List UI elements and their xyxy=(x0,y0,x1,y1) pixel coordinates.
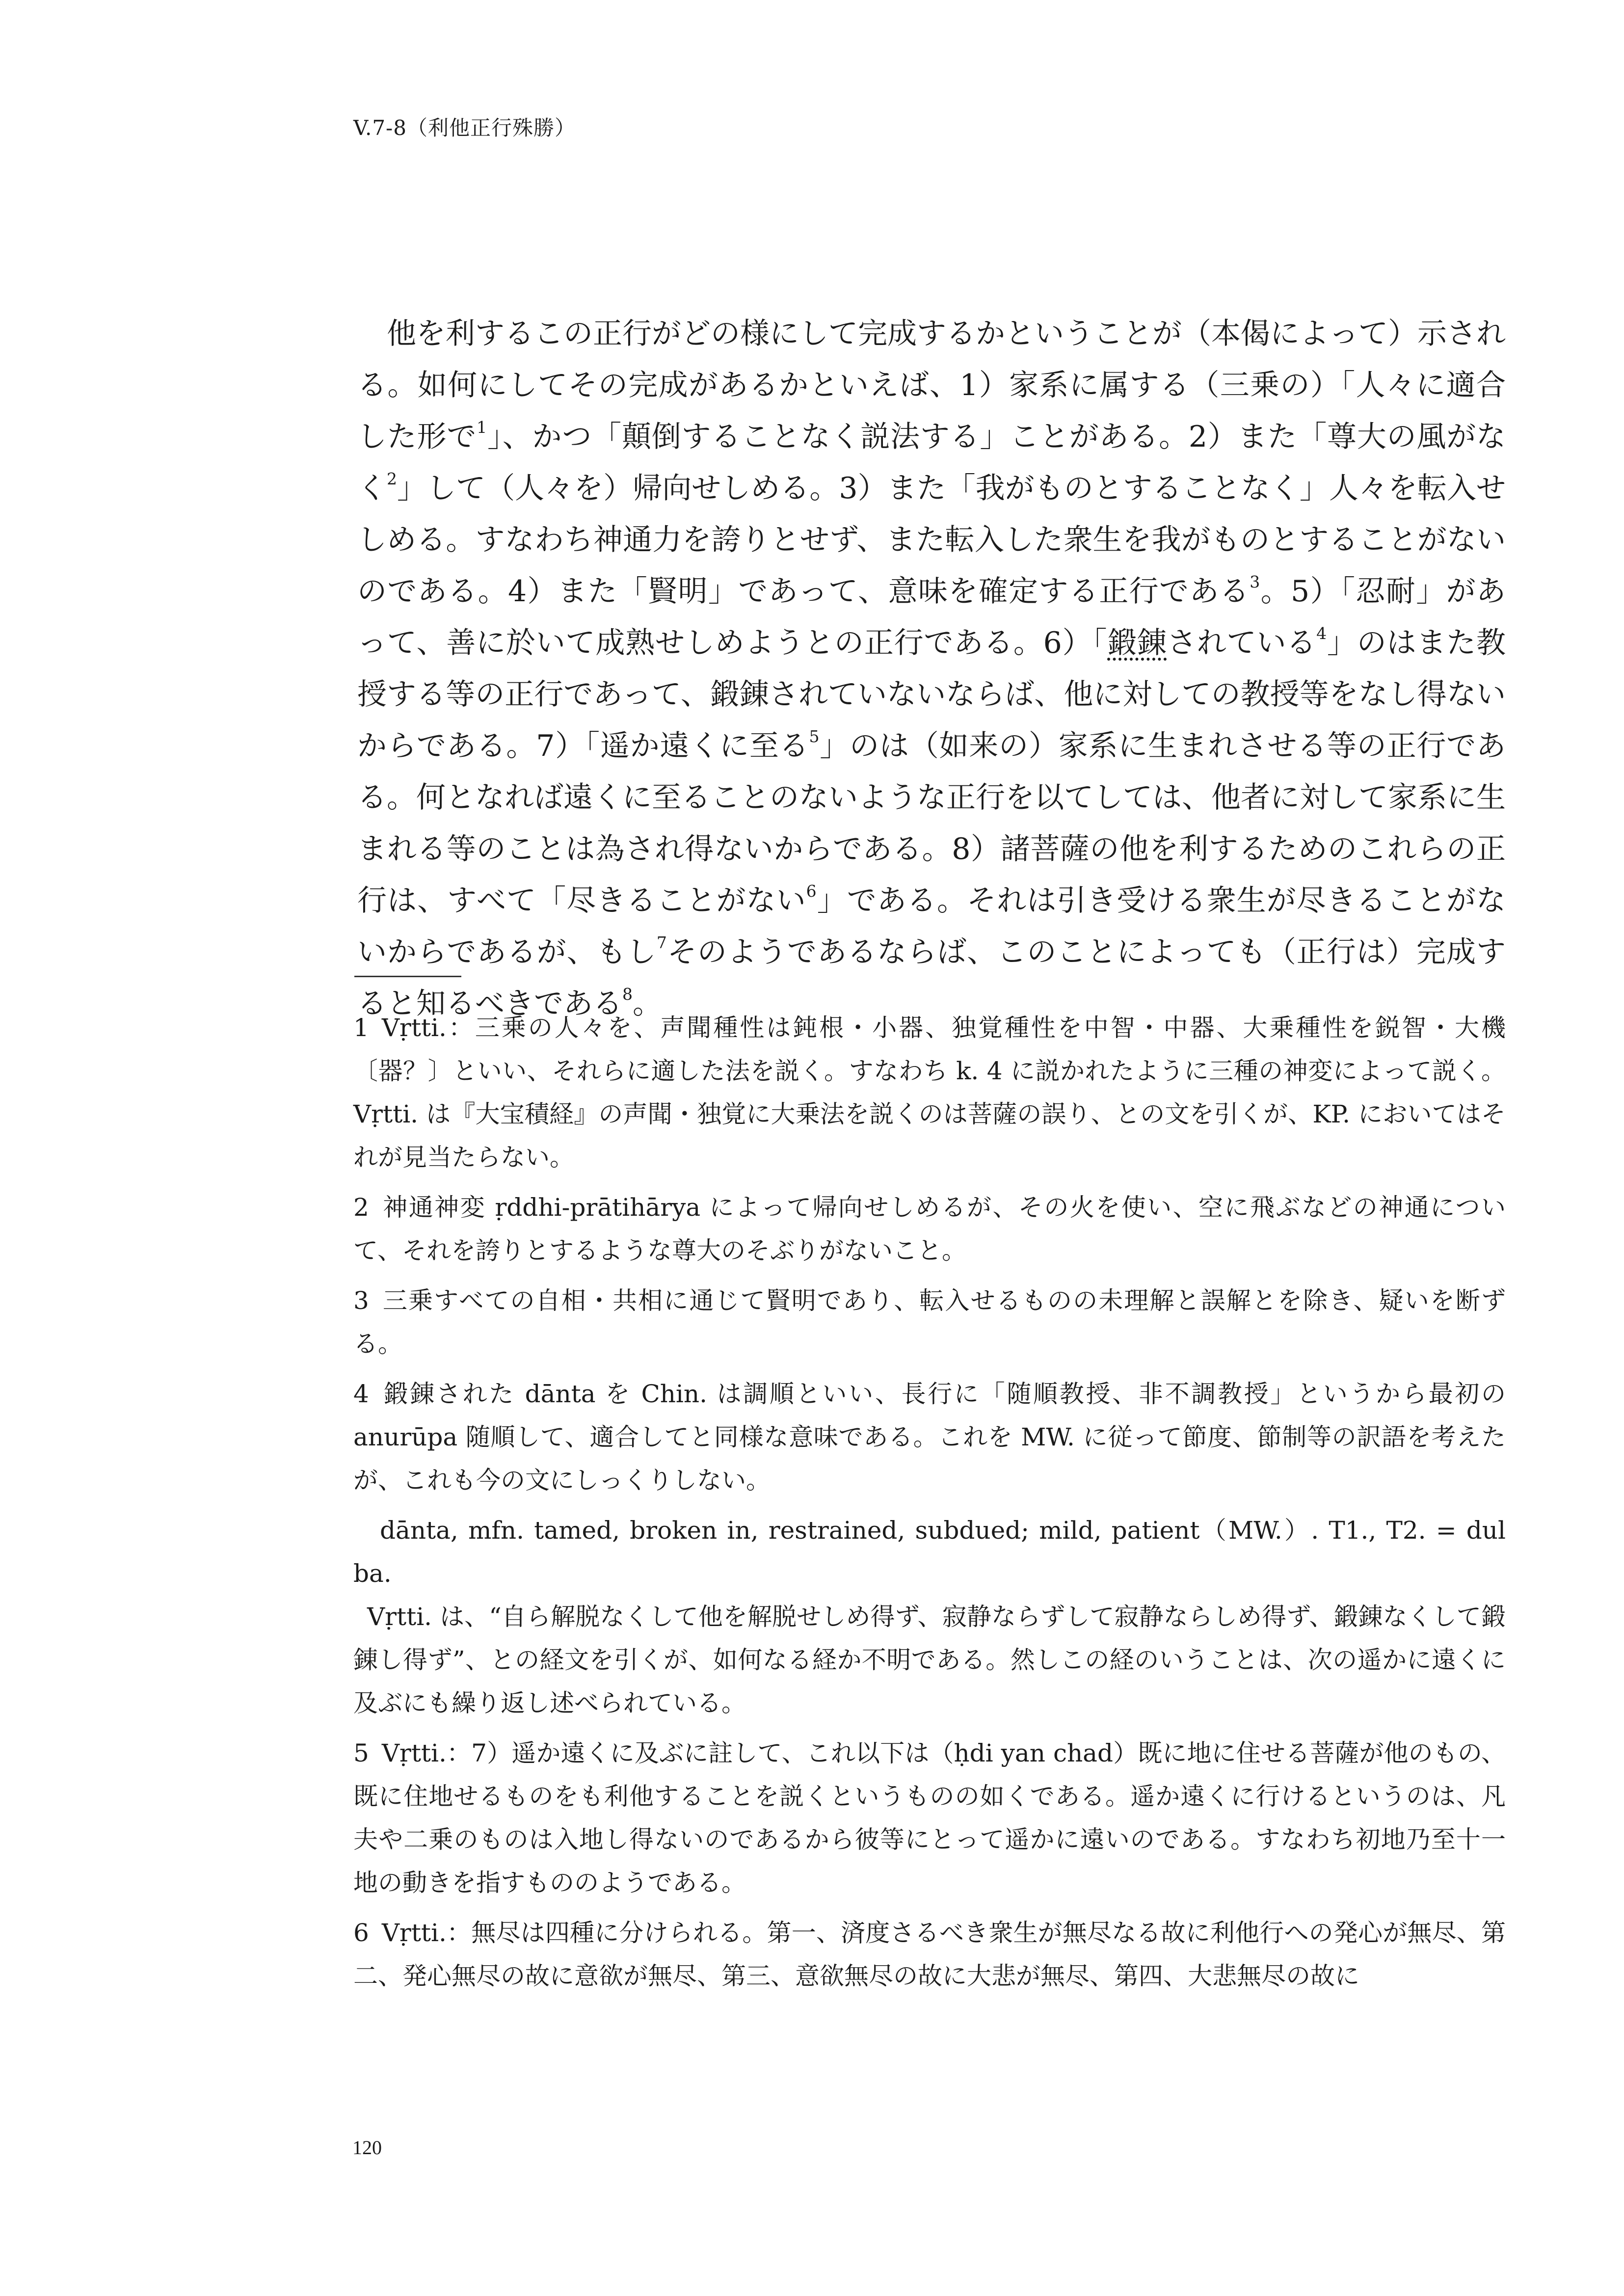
footnote-number: 4 xyxy=(353,1380,369,1408)
footnote xyxy=(353,1595,1506,1725)
footnote-ref: 8 xyxy=(622,984,633,1004)
footnote xyxy=(353,1186,1506,1272)
body-text-run: 」である。それは引き受ける衆生が尽きることがないからであるが、もし xyxy=(357,883,1506,969)
footnote-number: 6 xyxy=(353,1919,369,1947)
body-text-run: 。5）「忍耐」があって、善に於いて成熟せしめようとの正行である。6）「 xyxy=(357,574,1506,660)
footnote xyxy=(353,1006,1506,1179)
footnote-ref: 1 xyxy=(477,417,487,437)
footnote-number: 2 xyxy=(353,1193,369,1222)
body-text-run: されている xyxy=(1167,626,1317,660)
body-text-run: 」、かつ「顛倒することなく説法する」ことがある。2）また「尊大の風がなく xyxy=(357,420,1506,506)
footnote-ref: 4 xyxy=(1316,623,1327,643)
running-header: V.7-8（利他正行殊勝） xyxy=(353,116,576,140)
footnote-number: 3 xyxy=(353,1286,369,1315)
emphasis-text: 鍛錬 xyxy=(1107,626,1167,660)
footnote-number: 1 xyxy=(353,1014,369,1042)
body-text-run: 」して（人々を）帰向せしめる。3）また「我がものとすることなく」人々を転入せしめる。すなわち神通力を誇りとせず、また転入した衆生を我がものとすることがないのである。4）また「賢明」であって、意味を確定する正行である xyxy=(357,471,1506,609)
footnote-separator xyxy=(354,976,461,977)
body-text-run: 。 xyxy=(633,987,662,1021)
footnote-text: 神通神変 ṛddhi-prātihārya によって帰向せしめるが、その火を使い、空に飛ぶなどの神通について、それを誇りとするような尊大のそぶりがないこと。 xyxy=(353,1193,1506,1265)
footnote-ref: 6 xyxy=(806,881,817,901)
body-text-run: 他を利するこの正行がどの様にして完成するかということが（本偈によって）示される。如何にしてその完成があるかといえば、1）家系に属する（三乗の）「人々に適合した形で xyxy=(357,317,1506,454)
footnote xyxy=(353,1279,1506,1365)
body-text-run: そのようであるならば、このことによっても（正行は）完成すると知るべきである xyxy=(357,935,1506,1021)
footnote-ref: 2 xyxy=(387,469,398,488)
footnote-number: 5 xyxy=(353,1739,369,1767)
footnote xyxy=(353,1732,1506,1904)
footnote-ref: 3 xyxy=(1250,572,1260,591)
footnote-text: 鍛錬された dānta を Chin. は調順といい、長行に「随順教授、非不調教授」というから最初の anurūpa 随順して、適合してと同様な意味である。これを MW. に従って節度、節制等の訳語を考えたが、これも今の文にしっくりしない。 xyxy=(353,1380,1506,1495)
footnote-ref: 7 xyxy=(656,933,667,952)
footnote-text: Vṛtti.：無尽は四種に分けられる。第一、済度さるべき衆生が無尽なる故に利他行への発心が無尽、第二、発心無尽の故に意欲が無尽、第三、意欲無尽の故に大悲が無尽、第四、大悲無尽の故に xyxy=(353,1919,1506,1990)
body-text-run: 」のはまた教授する等の正行であって、鍛錬されていないならば、他に対しての教授等をなし得ないからである。7）「遥か遠くに至る xyxy=(357,626,1506,763)
footnote xyxy=(353,1911,1506,1998)
body-text-run: 」のは（如来の）家系に生まれさせる等の正行である。何となれば遠くに至ることのないような正行を以てしては、他者に対して家系に生まれる等のことは為され得ないからである。8）諸菩薩の他を利するためのこれらの正行は、すべて「尽きることがない xyxy=(357,729,1506,918)
footnotes xyxy=(353,1006,1506,2004)
main-paragraph xyxy=(357,308,1506,1030)
footnote-text: Vṛtti.：三乗の人々を、声聞種性は鈍根・小器、独覚種性を中智・中器、大乗種性を鋭智・大機〔器？〕といい、それらに適した法を説く。すなわち k. 4 に説かれたように三種の神変によって説く。Vṛtti. は『大宝積経』の声聞・独覚に大乗法を説くのは菩薩の誤り、との文を引くが、KP. においてはそれが見当たらない。 xyxy=(353,1014,1506,1172)
page-number: 120 xyxy=(352,2136,382,2159)
footnote-text: Vṛtti.：7）遥か遠くに及ぶに註して、これ以下は（ḥdi yan chad）既に地に住せる菩薩が他のもの、既に住地せるものをも利他することを説くというものの如くである。遥か遠くに行けるというのは、凡夫や二乗のものは入地し得ないのであるから彼等にとって遥かに遠いのである。すなわち初地乃至十一地の動きを指すもののようである。 xyxy=(353,1739,1506,1897)
footnote-text: dānta, mfn. tamed, broken in, restrained, subdued; mild, patient（MW.）. T1., T2. = dul ba. xyxy=(353,1516,1506,1588)
footnote-ref: 5 xyxy=(809,726,820,746)
footnote xyxy=(353,1372,1506,1502)
footnote-text: Vṛtti. は、“自ら解脱なくして他を解脱せしめ得ず、寂静ならずして寂静ならしめ得ず、鍛錬なくして鍛錬し得ず”、との経文を引くが、如何なる経か不明である。然しこの経のいうことは、次の遥かに遠くに及ぶにも繰り返し述べられている。 xyxy=(353,1602,1506,1717)
footnote xyxy=(353,1509,1506,1595)
footnote-text: 三乗すべての自相・共相に通じて賢明であり、転入せるものの未理解と誤解とを除き、疑いを断ずる。 xyxy=(353,1286,1506,1358)
